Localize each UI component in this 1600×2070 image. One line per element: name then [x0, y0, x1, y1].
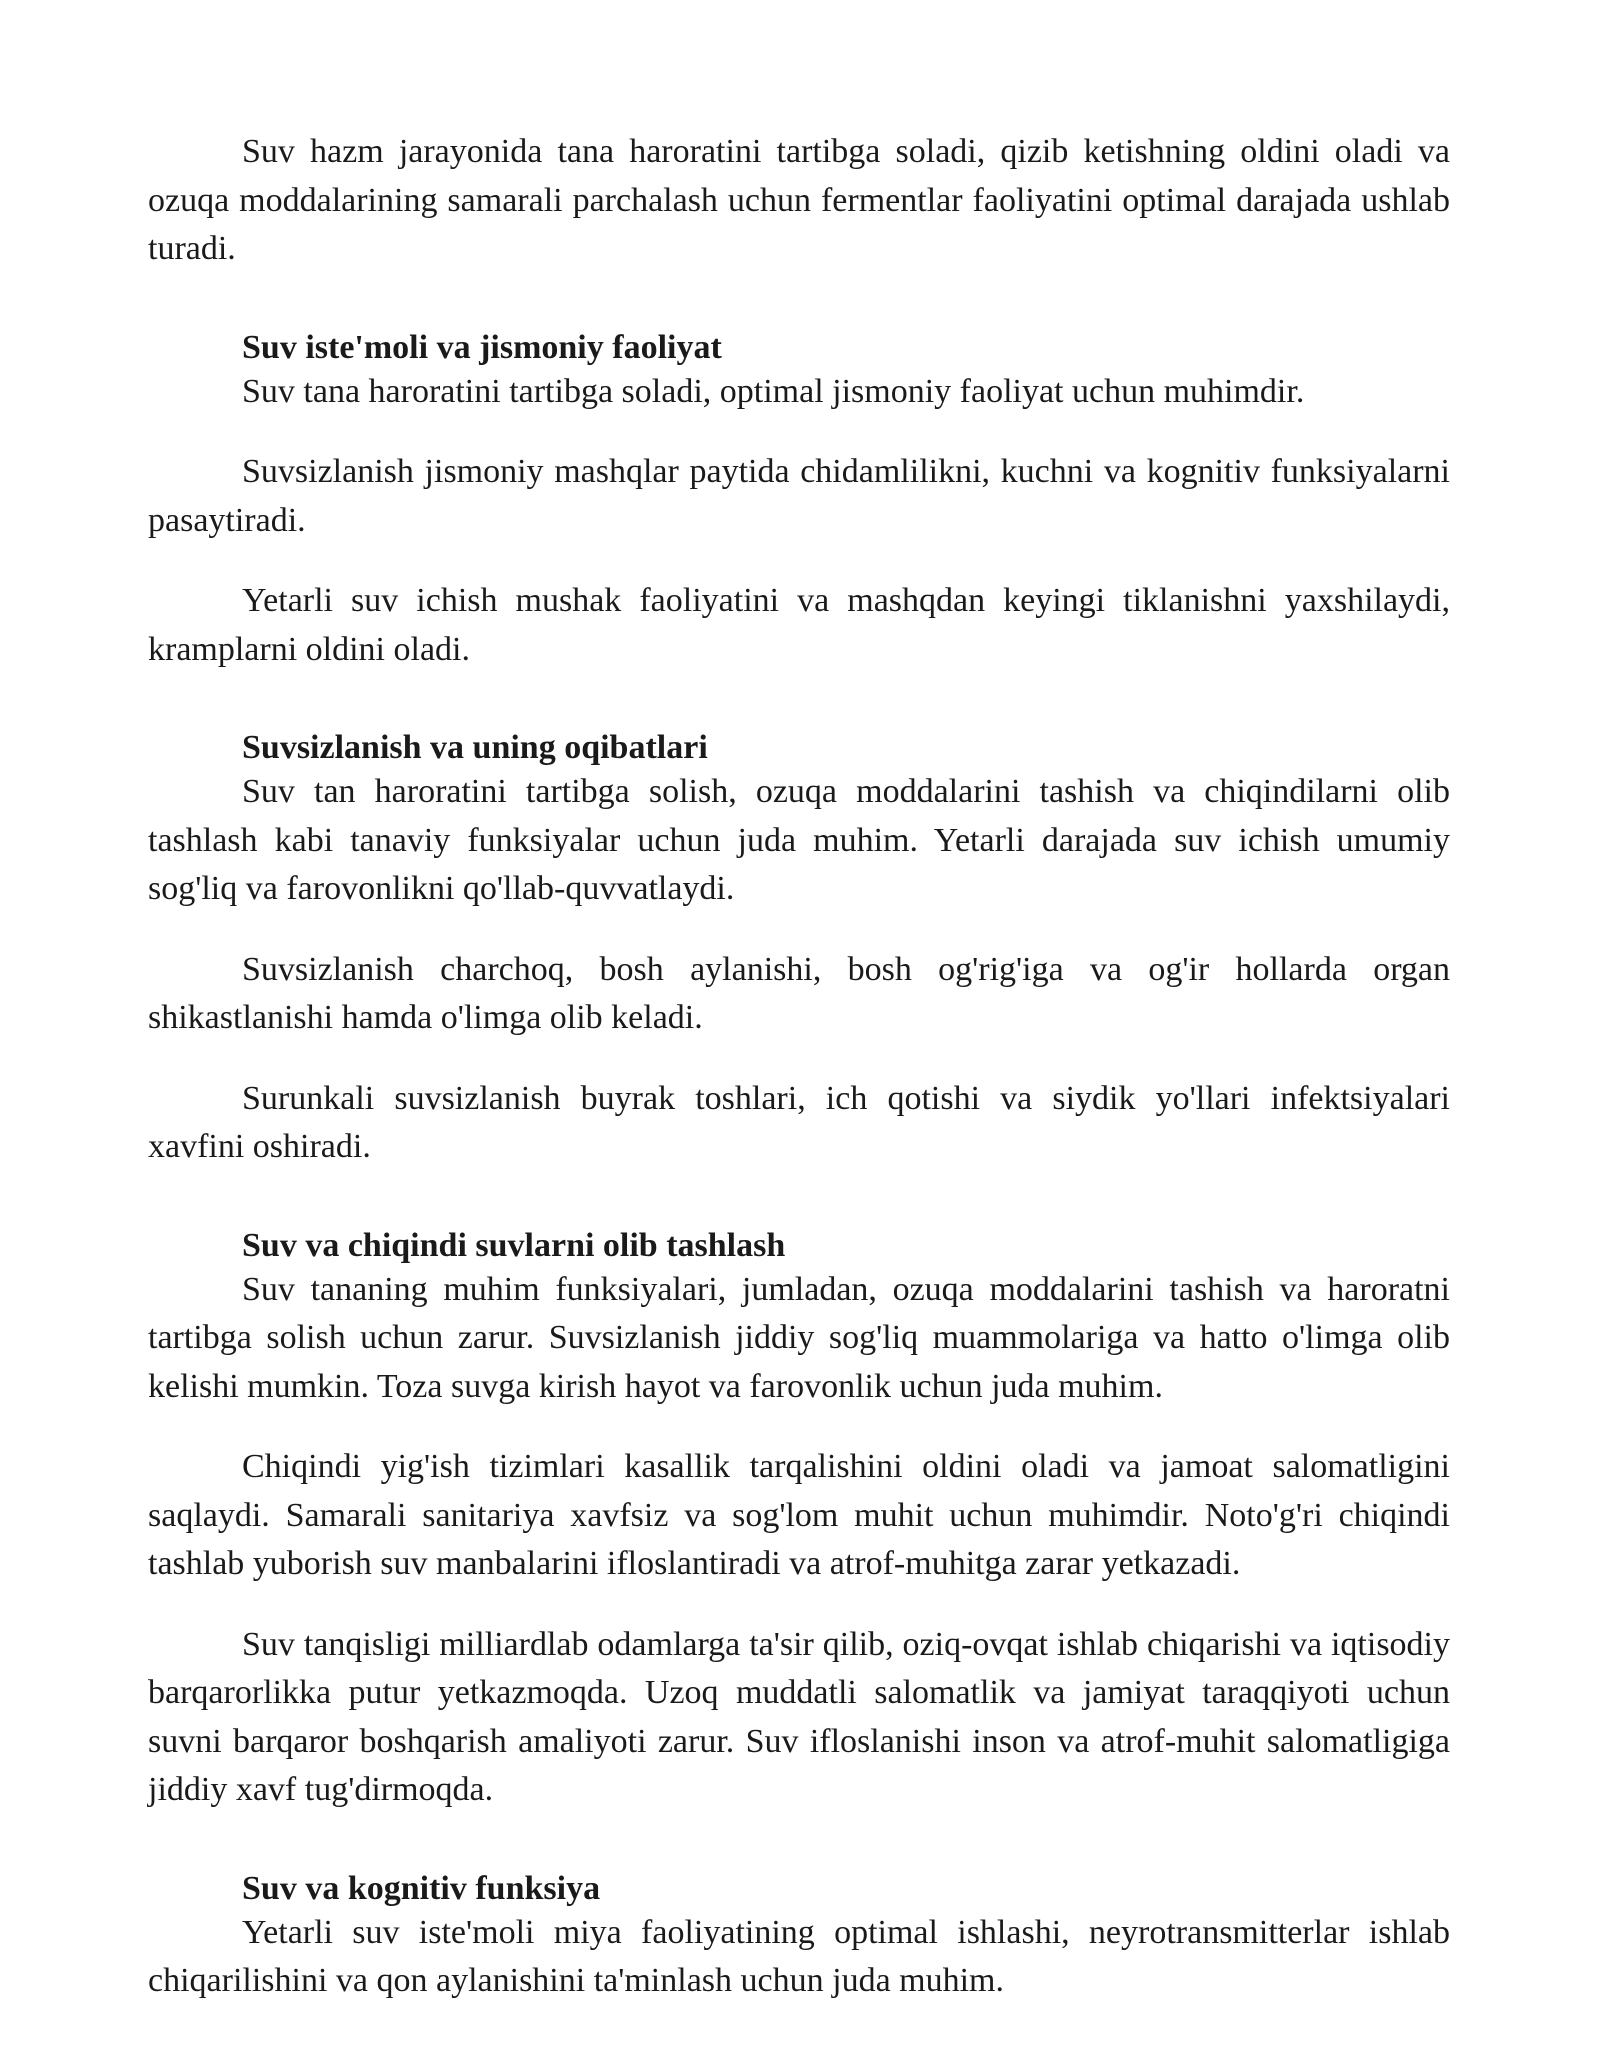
- section-paragraph: Yetarli suv ichish mushak faoliyatini va mashqdan keyingi tiklanishni yaxshilaydi, kramplarni oldini oladi.: [148, 582, 1450, 668]
- section-paragraph: Yetarli suv iste'moli miya faoliyatining optimal ishlashi, neyrotransmitterlar ishlab chiqarilishini va qon aylanishini ta'minlash uchun juda muhim.: [148, 1913, 1450, 1999]
- section-cognitive-function: [148, 1867, 1450, 2006]
- section-dehydration: [148, 726, 1450, 1172]
- section-paragraph: Suvsizlanish jismoniy mashqlar paytida chidamlilikni, kuchni va kognitiv funksiyalarni pasaytiradi.: [148, 453, 1450, 539]
- section-paragraph: Suvsizlanish charchoq, bosh aylanishi, bosh og'rig'iga va og'ir hollarda organ shikastlanishi hamda o'limga olib keladi.: [148, 950, 1450, 1036]
- section-paragraph: Chiqindi yig'ish tizimlari kasallik tarqalishini oldini oladi va jamoat salomatligini saqlaydi. Samarali sanitariya xavfsiz va sog'lom muhit uchun muhimdir. Noto'g'ri chiqindi tashlab yuborish suv manbalarini ifloslantiradi va atrof-muhitga zarar yetkazadi.: [148, 1448, 1450, 1582]
- document-page: [148, 128, 1450, 2006]
- section-paragraph: Suv tananing muhim funksiyalari, jumladan, ozuqa moddalarini tashish va haroratni tartibga solish uchun zarur. Suvsizlanish jiddiy sog'liq muammolariga va hatto o'limga olib kelishi mumkin. Toza suvga kirish hayot va farovonlik uchun juda muhim.: [148, 1270, 1450, 1405]
- section-paragraph: Suv tanqisligi milliardlab odamlarga ta'sir qilib, oziq-ovqat ishlab chiqarishi va iqtisodiy barqarorlikka putur yetkazmoqda. Uzoq muddatli salomatlik va jamiyat taraqqiyoti uchun suvni barqaror boshqarish amaliyoti zarur. Suv ifloslanishi inson va atrof-muhit salomatligiga jiddiy xavf tug'dirmoqda.: [148, 1625, 1450, 1808]
- section-heading: Suvsizlanish va uning oqibatlari: [242, 729, 708, 766]
- section-paragraph: Surunkali suvsizlanish buyrak toshlari, ich qotishi va siydik yo'llari infektsiyalari xavfini oshiradi.: [148, 1079, 1450, 1165]
- section-heading: Suv va kognitiv funksiya: [242, 1869, 601, 1907]
- section-paragraph: Suv tana haroratini tartibga soladi, optimal jismoniy faoliyat uchun muhimdir.: [242, 372, 1305, 410]
- section-heading: Suv va chiqindi suvlarni olib tashlash: [242, 1226, 786, 1264]
- section-heading: Suv iste'moli va jismoniy faoliyat: [242, 328, 722, 366]
- section-wastewater: [148, 1224, 1450, 1815]
- section-paragraph: Suv tan haroratini tartibga solish, ozuqa moddalarini tashish va chiqindilarni olib tashlash kabi tanaviy funksiyalar uchun juda muhim. Yetarli darajada suv ichish umumiy sog'liq va farovonlikni qo'llab-quvvatlaydi.: [148, 773, 1450, 907]
- section-physical-activity: [148, 326, 1450, 675]
- intro-paragraph: Suv hazm jarayonida tana haroratini tartibga soladi, qizib ketishning oldini oladi va ozuqa moddalarining samarali parchalash uchun fermentlar faoliyatini optimal darajada ushlab turadi.: [148, 133, 1450, 267]
